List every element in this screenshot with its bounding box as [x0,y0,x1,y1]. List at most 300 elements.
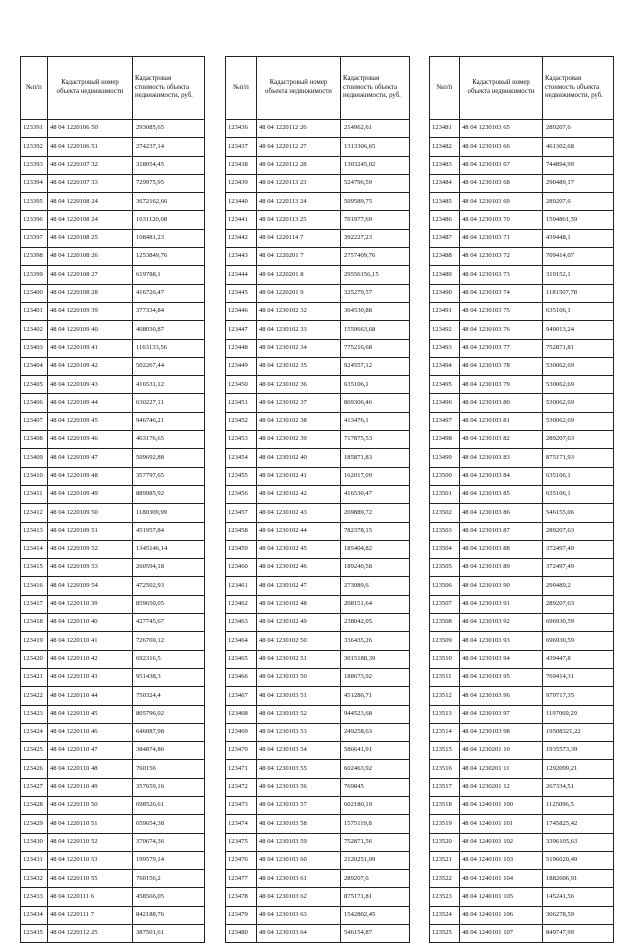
cell-cadastral-number: 48 04 1220109 41 [48,339,133,357]
table-row [226,394,410,412]
cell-cadastral-value: 3015188,39 [341,650,410,668]
cell-cadastral-number: 48 04 1230103 57 [257,796,341,814]
table-row [430,760,614,778]
cell-num: 123464 [226,632,257,650]
cell-num: 123522 [430,870,460,888]
cell-cadastral-number: 48 04 1240101 106 [460,906,543,924]
cell-cadastral-value: 372497,49 [543,559,614,577]
cell-cadastral-value: 472502,93 [133,577,205,595]
cell-cadastral-value: 238042,05 [341,614,410,632]
cell-num: 123456 [226,485,257,503]
table-header-row [226,57,410,120]
table-row [226,522,410,540]
cell-cadastral-number: 48 04 1220108 28 [48,284,133,302]
cell-num: 123462 [226,595,257,613]
cell-num: 123513 [430,705,460,723]
cell-num: 123454 [226,449,257,467]
cell-cadastral-value: 461302,68 [543,138,614,156]
table-row [430,650,614,668]
cell-cadastral-number: 48 04 1220109 45 [48,412,133,430]
table-row [430,833,614,851]
table-row [226,540,410,558]
table-row [430,687,614,705]
cell-num: 123473 [226,796,257,814]
cell-num: 123404 [21,357,48,375]
cell-num: 123403 [21,339,48,357]
cell-cadastral-value: 849747,99 [543,925,614,943]
cell-num: 123468 [226,705,257,723]
cell-num: 123485 [430,193,460,211]
cell-cadastral-number: 48 04 1230103 59 [257,833,341,851]
table-row [21,815,205,833]
table-row [226,870,410,888]
cell-cadastral-value: 108481,23 [133,229,205,247]
table-row [226,248,410,266]
cell-num: 123475 [226,833,257,851]
cell-num: 123438 [226,156,257,174]
cell-cadastral-number: 48 04 1240101 101 [460,815,543,833]
cell-cadastral-value: 189240,58 [341,559,410,577]
cell-cadastral-number: 48 04 1230103 72 [460,248,543,266]
cell-cadastral-number: 48 04 1240101 100 [460,796,543,814]
cell-cadastral-value: 859650,05 [133,595,205,613]
cell-cadastral-number: 48 04 1230103 68 [460,174,543,192]
table-row [21,650,205,668]
table-row [430,796,614,814]
cell-cadastral-number: 48 04 1230102 51 [257,650,341,668]
table-row [226,668,410,686]
cell-cadastral-number: 48 04 1230103 51 [257,687,341,705]
cell-num: 123492 [430,321,460,339]
cell-cadastral-value: 1575119,8 [341,815,410,833]
cell-num: 123480 [226,925,257,943]
table-row [21,870,205,888]
table-row [21,431,205,449]
cell-cadastral-value: 1031120,08 [133,211,205,229]
cell-num: 123442 [226,229,257,247]
table-row [226,687,410,705]
cell-cadastral-number: 48 04 1230102 33 [257,321,341,339]
cell-cadastral-number: 48 04 1220107 33 [48,174,133,192]
table-row [226,193,410,211]
table-row [226,632,410,650]
table-row [21,321,205,339]
table-row [430,705,614,723]
cell-cadastral-value: 384874,86 [133,742,205,760]
header-cadastral-value: Кадастровая стоимость объекта недвижимости, руб. [543,57,614,120]
cell-cadastral-value: 744894,99 [543,156,614,174]
cell-cadastral-number: 48 04 1230103 73 [460,266,543,284]
cell-cadastral-value: 427745,67 [133,614,205,632]
table-row [430,412,614,430]
table-row [226,467,410,485]
table-row [430,540,614,558]
cell-cadastral-number: 48 04 1220112 27 [257,138,341,156]
cell-cadastral-number: 48 04 1230102 35 [257,357,341,375]
cell-cadastral-value: 717875,53 [341,431,410,449]
table-row [430,321,614,339]
cell-num: 123432 [21,870,48,888]
table-row [430,339,614,357]
cell-num: 123408 [21,431,48,449]
table-row [430,668,614,686]
cell-num: 123444 [226,266,257,284]
cell-cadastral-value: 1180309,99 [133,504,205,522]
table-row [226,705,410,723]
table-row [21,577,205,595]
cell-cadastral-value: 214962,61 [341,120,410,138]
table-row [226,504,410,522]
cell-cadastral-number: 48 04 1230201 11 [460,760,543,778]
cell-num: 123520 [430,833,460,851]
cell-cadastral-number: 48 04 1240101 105 [460,888,543,906]
cell-cadastral-value: 696930,59 [543,632,614,650]
cell-cadastral-number: 48 04 1220109 50 [48,504,133,522]
table-row [21,888,205,906]
cell-num: 123410 [21,467,48,485]
cell-cadastral-value: 416531,12 [133,376,205,394]
cell-cadastral-number: 48 04 1220110 50 [48,796,133,814]
cell-cadastral-number: 48 04 1230103 81 [460,412,543,430]
cell-cadastral-value: 3672162,66 [133,193,205,211]
table-row [21,412,205,430]
cell-cadastral-value: 392227,23 [341,229,410,247]
table-row [430,120,614,138]
cell-cadastral-number: 48 04 1220108 24 [48,211,133,229]
cell-num: 123486 [430,211,460,229]
cell-cadastral-number: 48 04 1220113 23 [257,174,341,192]
cell-cadastral-value: 752871,56 [341,833,410,851]
table-row [21,467,205,485]
table-row [430,376,614,394]
cell-num: 123409 [21,449,48,467]
cell-num: 123392 [21,138,48,156]
cell-cadastral-number: 48 04 1220113 24 [257,193,341,211]
cell-cadastral-value: 458566,05 [133,888,205,906]
cell-cadastral-value: 635106,1 [543,485,614,503]
cell-cadastral-number: 48 04 1220106 51 [48,138,133,156]
cell-cadastral-number: 48 04 1230102 38 [257,412,341,430]
cell-cadastral-value: 145241,56 [543,888,614,906]
cell-cadastral-value: 635106,1 [341,376,410,394]
cell-cadastral-value: 546154,87 [341,925,410,943]
table-row [430,851,614,869]
cell-num: 123493 [430,339,460,357]
table-row [430,467,614,485]
table-row [21,760,205,778]
cell-num: 123418 [21,614,48,632]
cell-cadastral-number: 48 04 1220109 54 [48,577,133,595]
cell-cadastral-number: 48 04 1230102 40 [257,449,341,467]
table-row [226,742,410,760]
cell-num: 123400 [21,284,48,302]
table-row [21,668,205,686]
cell-cadastral-number: 48 04 1230103 67 [460,156,543,174]
cell-cadastral-value: 1559663,68 [341,321,410,339]
cell-num: 123426 [21,760,48,778]
cell-cadastral-number: 48 04 1220109 43 [48,376,133,394]
cell-num: 123430 [21,833,48,851]
cell-cadastral-number: 48 04 1230103 79 [460,376,543,394]
cadastral-table-1 [20,56,205,943]
cell-num: 123411 [21,485,48,503]
cell-cadastral-number: 48 04 1230103 94 [460,650,543,668]
table-row [21,595,205,613]
cell-num: 123417 [21,595,48,613]
cell-cadastral-value: 289207,6 [341,870,410,888]
cell-cadastral-number: 48 04 1230103 87 [460,522,543,540]
cell-num: 123449 [226,357,257,375]
table-row [430,906,614,924]
table-row [21,522,205,540]
cell-num: 123450 [226,376,257,394]
cell-num: 123516 [430,760,460,778]
cell-num: 123435 [21,925,48,943]
header-cadastral-number: Кадастровый номер объекта недвижимости [257,57,341,120]
cell-cadastral-number: 48 04 1230103 62 [257,888,341,906]
table-row [226,485,410,503]
cell-cadastral-value: 760156,2 [133,870,205,888]
cell-cadastral-value: 924557,12 [341,357,410,375]
cell-cadastral-value: 502267,44 [133,357,205,375]
cell-cadastral-number: 48 04 1240101 104 [460,870,543,888]
cell-cadastral-value: 949013,24 [543,321,614,339]
cell-num: 123507 [430,595,460,613]
table-row [430,632,614,650]
cell-cadastral-number: 48 04 1230103 89 [460,559,543,577]
header-num: №п/п [21,57,48,120]
table-row [226,888,410,906]
cell-cadastral-value: 325279,57 [341,284,410,302]
cell-cadastral-value: 3396105,63 [543,833,614,851]
cell-cadastral-number: 48 04 1220112 25 [48,925,133,943]
cell-cadastral-number: 48 04 1220106 50 [48,120,133,138]
cell-cadastral-number: 48 04 1230103 53 [257,723,341,741]
cell-num: 123419 [21,632,48,650]
cell-cadastral-value: 29556156,15 [341,266,410,284]
cell-cadastral-value: 273089,6 [341,577,410,595]
header-cadastral-number: Кадастровый номер объекта недвижимости [48,57,133,120]
table-row [21,778,205,796]
cell-num: 123525 [430,925,460,943]
cell-cadastral-number: 48 04 1230103 91 [460,595,543,613]
cell-num: 123489 [430,266,460,284]
cell-cadastral-number: 48 04 1230102 45 [257,540,341,558]
table-row [430,302,614,320]
cell-cadastral-value: 602463,92 [341,760,410,778]
table-row [21,742,205,760]
cell-cadastral-value: 357797,65 [133,467,205,485]
cell-num: 123402 [21,321,48,339]
table-row [430,522,614,540]
cell-cadastral-value: 387501,61 [133,925,205,943]
cell-num: 123488 [430,248,460,266]
table-row [226,833,410,851]
cell-cadastral-number: 48 04 1230103 97 [460,705,543,723]
cell-cadastral-number: 48 04 1220109 40 [48,321,133,339]
cell-num: 123425 [21,742,48,760]
table-row [21,925,205,943]
table-row [21,833,205,851]
cell-cadastral-number: 48 04 1230103 61 [257,870,341,888]
cell-cadastral-number: 48 04 1240101 107 [460,925,543,943]
cell-cadastral-value: 439447,8 [543,650,614,668]
table-row [430,888,614,906]
table-row [430,723,614,741]
cell-cadastral-value: 769845 [341,778,410,796]
table-row [21,211,205,229]
cell-num: 123406 [21,394,48,412]
cell-num: 123427 [21,778,48,796]
table-row [226,925,410,943]
cell-num: 123421 [21,668,48,686]
cell-cadastral-value: 726769,12 [133,632,205,650]
cell-cadastral-value: 408030,87 [133,321,205,339]
cell-cadastral-number: 48 04 1220108 25 [48,229,133,247]
cell-cadastral-value: 842188,76 [133,906,205,924]
cell-cadastral-value: 701977,69 [341,211,410,229]
cell-cadastral-number: 48 04 1230103 69 [460,193,543,211]
cell-num: 123523 [430,888,460,906]
cell-cadastral-value: 769414,31 [543,668,614,686]
cell-num: 123422 [21,687,48,705]
cell-cadastral-value: 524796,59 [341,174,410,192]
cell-num: 123514 [430,723,460,741]
cell-cadastral-number: 48 04 1220114 7 [257,229,341,247]
cell-num: 123441 [226,211,257,229]
cell-num: 123413 [21,522,48,540]
cell-cadastral-value: 1345146,14 [133,540,205,558]
cell-cadastral-value: 185871,83 [341,449,410,467]
cell-num: 123482 [430,138,460,156]
table-row [430,925,614,943]
cell-cadastral-number: 48 04 1230102 36 [257,376,341,394]
cell-cadastral-value: 260594,18 [133,559,205,577]
cell-cadastral-value: 1292099,21 [543,760,614,778]
cell-cadastral-value: 1542802,45 [341,906,410,924]
cell-cadastral-number: 48 04 1220112 28 [257,156,341,174]
cell-num: 123393 [21,156,48,174]
cell-cadastral-value: 946746,21 [133,412,205,430]
table-row [226,284,410,302]
header-cadastral-value: Кадастровая стоимость объекта недвижимости, руб. [133,57,205,120]
header-cadastral-value: Кадастровая стоимость объекта недвижимости, руб. [341,57,410,120]
cell-cadastral-number: 48 04 1230102 42 [257,485,341,503]
cell-num: 123503 [430,522,460,540]
cell-cadastral-value: 1313306,65 [341,138,410,156]
table-row [226,559,410,577]
cell-num: 123453 [226,431,257,449]
table-row [226,906,410,924]
cell-num: 123474 [226,815,257,833]
cell-num: 123466 [226,668,257,686]
cell-cadastral-value: 875171,93 [543,449,614,467]
cell-cadastral-value: 635106,1 [543,467,614,485]
table-row [226,120,410,138]
cell-cadastral-value: 267334,51 [543,778,614,796]
cell-cadastral-value: 274237,14 [133,138,205,156]
cell-cadastral-number: 48 04 1220109 47 [48,449,133,467]
table-row [226,614,410,632]
cell-cadastral-value: 290489,17 [543,174,614,192]
cell-num: 123510 [430,650,460,668]
table-row [226,595,410,613]
table-row [430,284,614,302]
cell-cadastral-number: 48 04 1230103 98 [460,723,543,741]
cell-num: 123399 [21,266,48,284]
table-row [21,614,205,632]
cell-cadastral-value: 509692,88 [133,449,205,467]
cell-cadastral-value: 306278,59 [543,906,614,924]
cell-cadastral-value: 293085,65 [133,120,205,138]
cell-num: 123459 [226,540,257,558]
cell-cadastral-value: 289207,6 [543,193,614,211]
cell-cadastral-number: 48 04 1220110 53 [48,851,133,869]
cell-num: 123433 [21,888,48,906]
table-row [21,229,205,247]
cell-cadastral-number: 48 04 1230103 60 [257,851,341,869]
cell-cadastral-value: 1745825,42 [543,815,614,833]
cell-num: 123500 [430,467,460,485]
table-row [21,284,205,302]
cell-num: 123461 [226,577,257,595]
cell-num: 123478 [226,888,257,906]
table-row [21,705,205,723]
cell-cadastral-number: 48 04 1230103 90 [460,577,543,595]
cell-cadastral-number: 48 04 1230103 66 [460,138,543,156]
cell-cadastral-number: 48 04 1230103 96 [460,687,543,705]
cell-cadastral-value: 775216,68 [341,339,410,357]
cell-cadastral-number: 48 04 1220110 55 [48,870,133,888]
table-row [226,723,410,741]
table-row [430,870,614,888]
cell-cadastral-number: 48 04 1230201 12 [460,778,543,796]
cell-cadastral-value: 185404,82 [341,540,410,558]
table-row [226,796,410,814]
table-row [430,248,614,266]
cell-cadastral-value: 336435,26 [341,632,410,650]
cell-num: 123396 [21,211,48,229]
cell-cadastral-number: 48 04 1230103 74 [460,284,543,302]
table-row [21,723,205,741]
table-row [21,248,205,266]
table-row [21,394,205,412]
cell-num: 123471 [226,760,257,778]
cell-num: 123496 [430,394,460,412]
cell-cadastral-number: 48 04 1240101 102 [460,833,543,851]
cell-cadastral-number: 48 04 1230103 75 [460,302,543,320]
cell-cadastral-number: 48 04 1230102 47 [257,577,341,595]
cell-num: 123497 [430,412,460,430]
table-row [21,449,205,467]
cell-cadastral-value: 602180,19 [341,796,410,814]
cell-num: 123491 [430,302,460,320]
cell-cadastral-number: 48 04 1230103 88 [460,540,543,558]
cell-cadastral-value: 289207,63 [543,431,614,449]
table-row [226,851,410,869]
table-row [226,211,410,229]
cell-cadastral-number: 48 04 1220110 44 [48,687,133,705]
table-row [21,687,205,705]
cell-cadastral-value: 451957,84 [133,522,205,540]
cell-num: 123467 [226,687,257,705]
table-row [430,138,614,156]
cell-cadastral-number: 48 04 1220109 52 [48,540,133,558]
cell-cadastral-number: 48 04 1240101 103 [460,851,543,869]
cell-cadastral-number: 48 04 1220108 27 [48,266,133,284]
cell-cadastral-number: 48 04 1220110 39 [48,595,133,613]
cell-cadastral-value: 805796,02 [133,705,205,723]
